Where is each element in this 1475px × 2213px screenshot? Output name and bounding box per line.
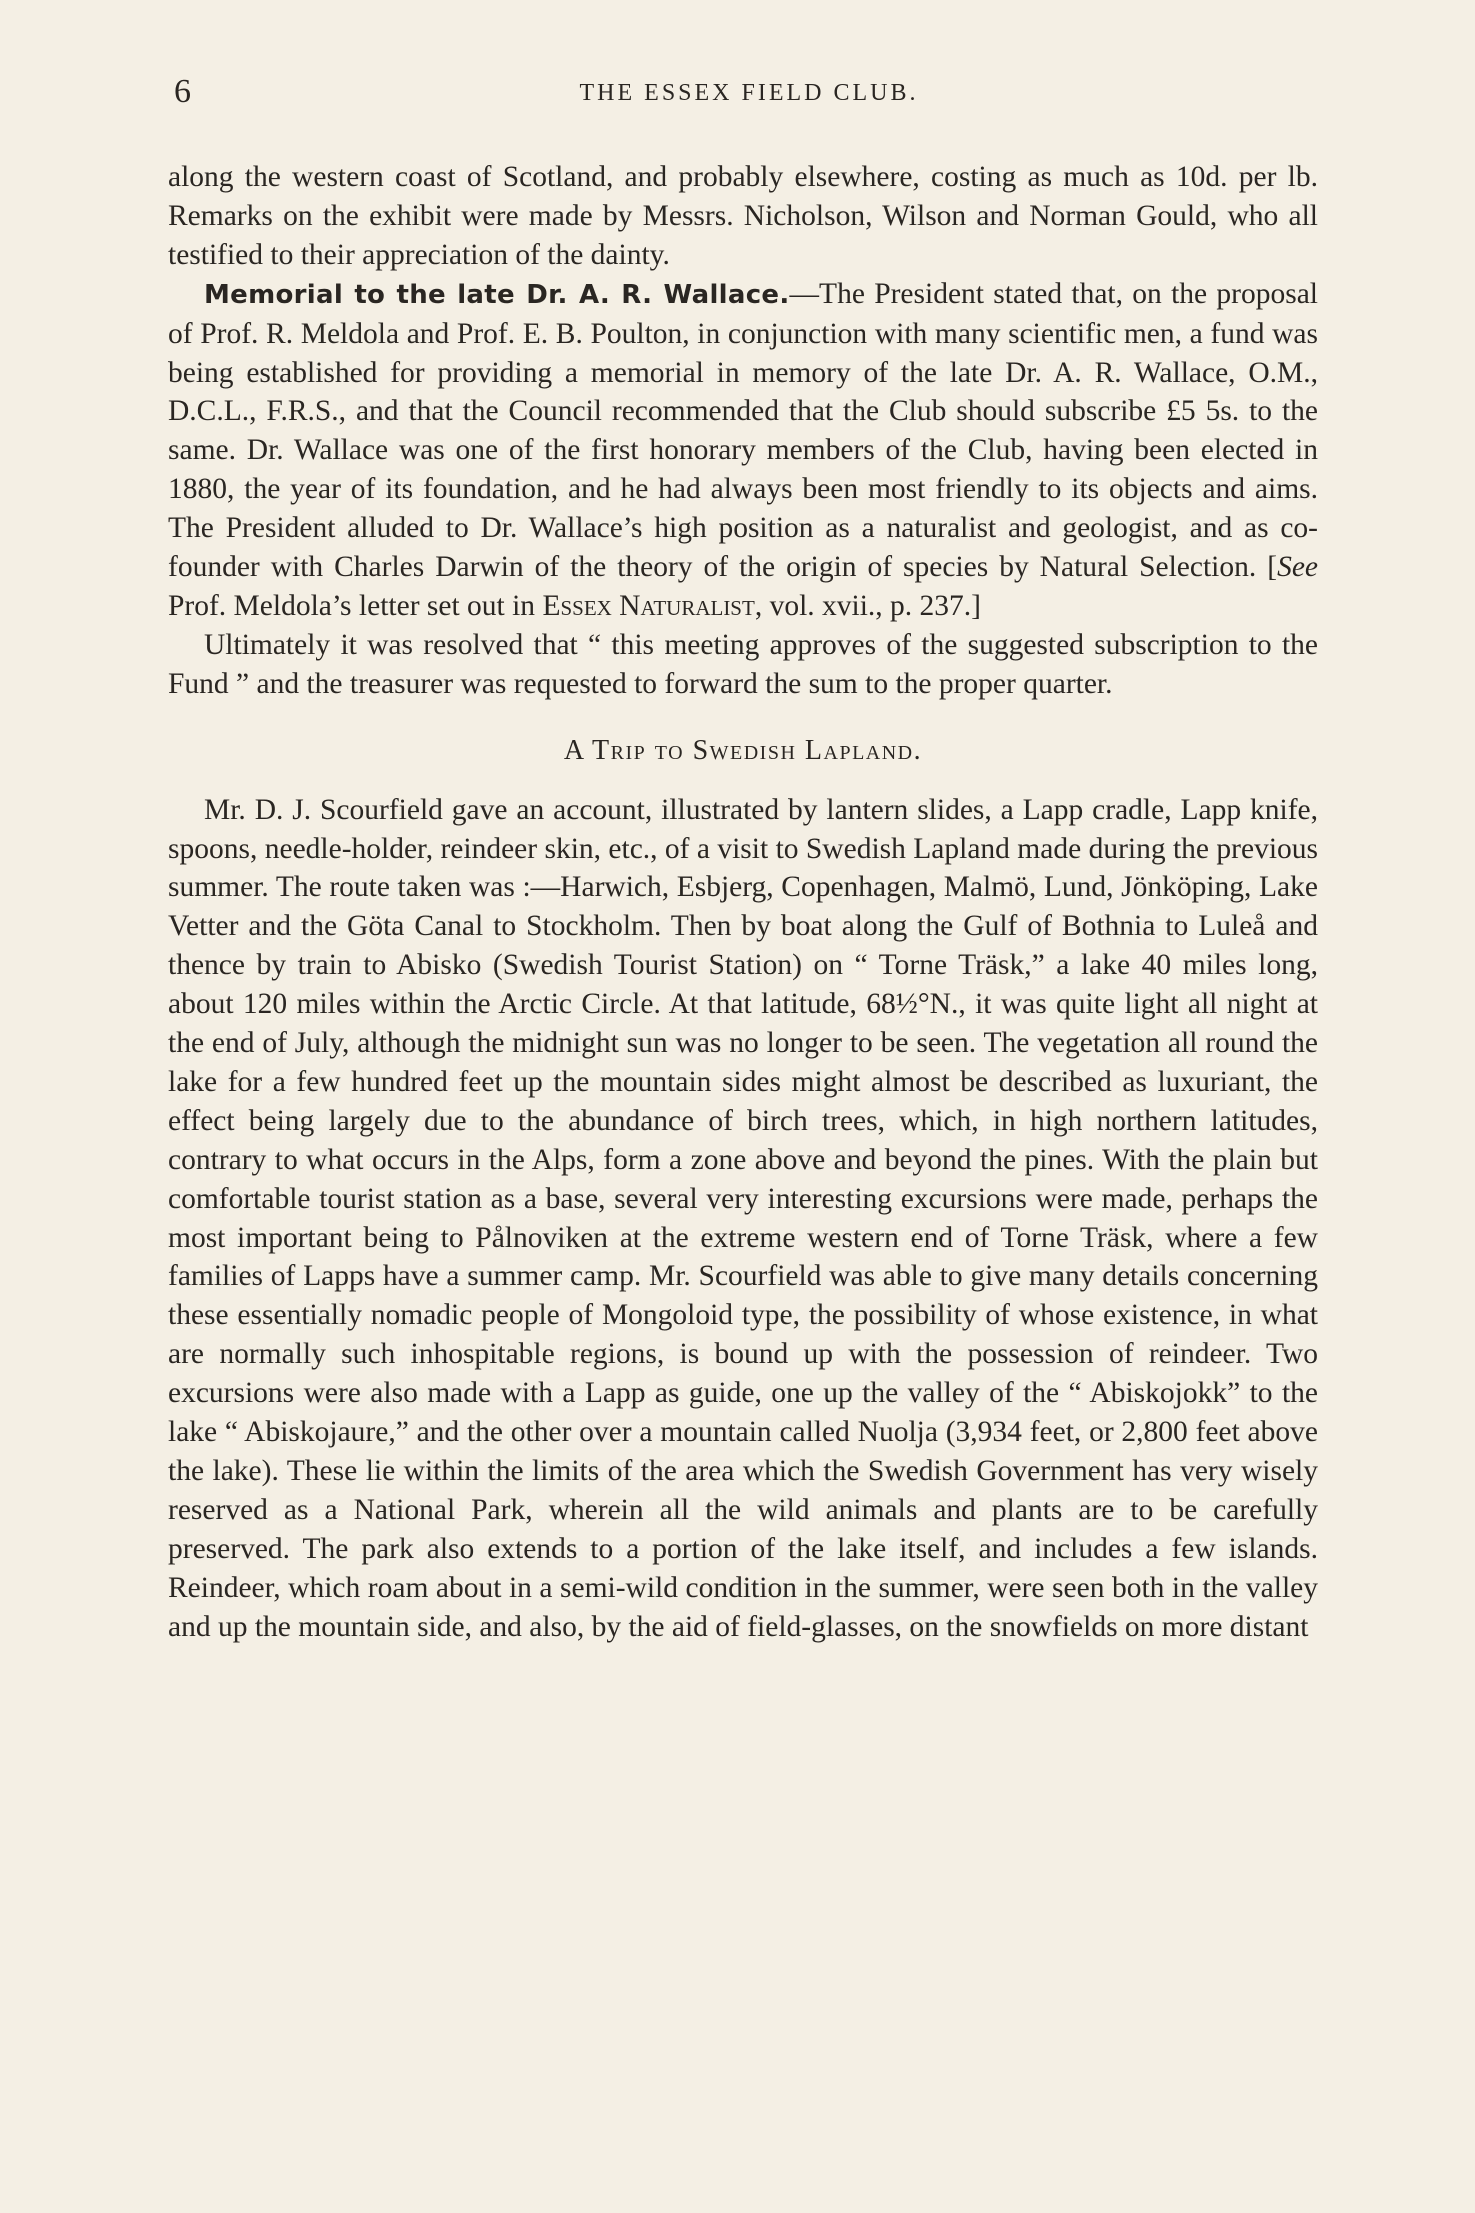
page-number: 6 — [174, 73, 191, 110]
see-reference: See — [1277, 551, 1318, 584]
paragraph-memorial — [168, 275, 1318, 626]
section-heading: A Trip to Swedish Lapland. — [563, 734, 923, 766]
running-head — [174, 72, 1324, 122]
running-title: THE ESSEX FIELD CLUB. — [579, 80, 919, 106]
reference-citation: , vol. xvii., p. 237.] — [754, 589, 981, 622]
paragraph-continuation: along the western coast of Scotland, and probably elsewhere, costing as much as 10d. per lb. Remarks on the exhibit were made by Messrs. Nicholson, Wilson and Norman Gould, who all testified to their appreciation of the dainty. — [168, 161, 1318, 271]
body-text — [168, 158, 1318, 1647]
journal-name: Essex Naturalist — [542, 589, 755, 622]
reference-text: Prof. Meldola’s letter set out in — [168, 589, 543, 622]
memorial-heading: Memorial to the late Dr. A. R. Wallace. — [204, 279, 790, 310]
memorial-text: —The President stated that, on the proposal of Prof. R. Meldola and Prof. E. B. Poulton, in conjunction with many scientific men, a fund was being established for providing a memorial in memory of the late Dr. A. R. Wallace, O.M., D.C.L., F.R.S., and that the Council recommended that the Club should subscribe £5 5s. to the same. Dr. Wallace was one of the first honorary members of the Club, having been elected in 1880, the year of its foundation, and he had always been most friendly to its objects and aims. The President alluded to Dr. Wallace’s high position as a naturalist and geologist, and as co-founder with Charles Darwin of the theory of the origin of species by Natural Selection. [ — [168, 277, 1318, 584]
paragraph-lapland-trip: Mr. D. J. Scourfield gave an account, illustrated by lantern slides, a Lapp cradle, Lapp knife, spoons, needle-holder, reindeer skin, etc., of a visit to Swedish Lapland made during the previous summer. The route taken was :—Harwich, Esbjerg, Copenhagen, Malmö, Lund, Jönköping, Lake Vetter and the Göta Canal to Stockholm. Then by boat along the Gulf of Bothnia to Luleå and thence by train to Abisko (Swedish Tourist Station) on “ Torne Träsk,” a lake 40 miles long, about 120 miles within the Arctic Circle. At that latitude, 68½°N., it was quite light all night at the end of July, although the midnight sun was no longer to be seen. The vegetation all round the lake for a few hundred feet up the mountain sides might almost be described as luxuriant, the effect being largely due to the abundance of birch trees, which, in high northern latitudes, contrary to what occurs in the Alps, form a zone above and beyond the pines. With the plain but comfortable tourist station as a base, several very interesting excursions were made, perhaps the most important being to Pålnoviken at the extreme western end of Torne Träsk, where a few families of Lapps have a summer camp. Mr. Scourfield was able to give many details concerning these essentially nomadic people of Mongoloid type, the possibility of whose existence, in what are normally such inhospitable regions, is bound up with the possession of reindeer. Two excursions were also made with a Lapp as guide, one up the valley of the “ Abiskojokk” to the lake “ Abiskojaure,” and the other over a mountain called Nuolja (3,934 feet, or 2,800 feet above the lake). These lie within the limits of the area which the Swedish Government has very wisely reserved as a National Park, wherein all the wild animals and plants are to be carefully preserved. The park also extends to a portion of the lake itself, and includes a few islands. Reindeer, which roam about in a semi-wild condition in the summer, were seen both in the valley and up the mountain side, and also, by the aid of field-glasses, on the snowfields on more distant — [168, 793, 1318, 1643]
paragraph-resolution: Ultimately it was resolved that “ this meeting approves of the suggested subscription to the Fund ” and the treasurer was requested to forward the sum to the proper quarter. — [168, 628, 1318, 700]
